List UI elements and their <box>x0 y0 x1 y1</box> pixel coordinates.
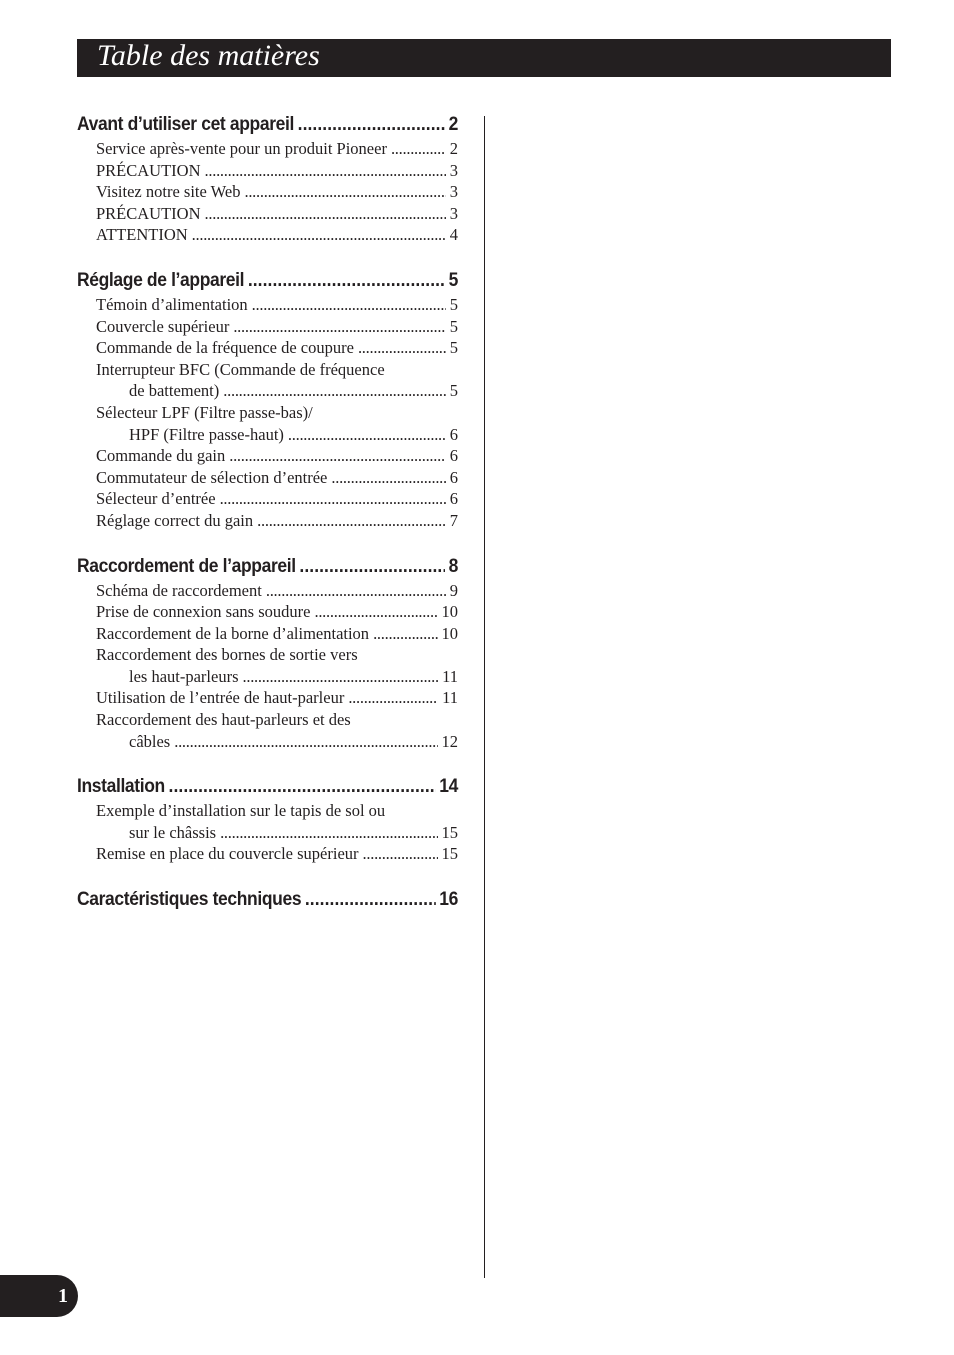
toc-entry-page: 3 <box>449 182 458 202</box>
toc-entry-label: Commande de la fréquence de coupure <box>96 338 354 358</box>
toc-heading-label: Raccordement de l’appareil <box>77 555 296 577</box>
dot-leader <box>266 580 446 602</box>
toc-entry[interactable] <box>77 580 458 602</box>
toc-entry-label: Schéma de raccordement <box>96 580 262 600</box>
toc-entry[interactable] <box>77 601 458 623</box>
toc-entry-label: les haut-parleurs <box>129 666 239 686</box>
toc-entry-page: 15 <box>441 844 458 864</box>
toc-entry-page: 6 <box>449 467 458 487</box>
toc-entry[interactable] <box>77 160 458 182</box>
dot-leader <box>363 843 438 865</box>
toc-entry-label: PRÉCAUTION <box>96 160 201 180</box>
toc-heading[interactable] <box>77 887 458 913</box>
toc-heading-page: 2 <box>448 114 459 135</box>
toc-entry[interactable] <box>77 424 458 446</box>
toc-entry-page: 5 <box>449 316 458 336</box>
toc-entry-first-line[interactable]: Exemple d’installation sur le tapis de sol ou <box>96 801 386 821</box>
toc-entry-label: PRÉCAUTION <box>96 203 201 223</box>
toc-entry-page: 3 <box>449 160 458 180</box>
toc-heading-page: 8 <box>448 555 459 577</box>
toc-entry-first-line[interactable]: Sélecteur LPF (Filtre passe-bas)/ <box>96 402 313 422</box>
dot-leader <box>174 731 437 753</box>
toc-entry-label: sur le châssis <box>129 822 217 842</box>
dot-leader <box>248 268 445 294</box>
toc-section <box>77 268 458 532</box>
toc-section <box>77 887 458 913</box>
toc-entry[interactable] <box>77 316 458 338</box>
dot-leader <box>358 337 446 359</box>
toc-entry-label: câbles <box>129 731 171 751</box>
toc-entry[interactable] <box>77 488 458 510</box>
dot-leader <box>192 224 446 246</box>
dot-leader <box>331 467 445 489</box>
page-number-tab <box>0 1275 78 1317</box>
table-of-contents <box>77 112 458 935</box>
toc-entry-first-line[interactable]: Interrupteur BFC (Commande de fréquence <box>96 359 385 379</box>
toc-entry-first-line[interactable]: Raccordement des haut-parleurs et des <box>96 710 351 730</box>
toc-entry-page: 10 <box>441 623 458 643</box>
dot-leader <box>244 181 445 203</box>
toc-heading[interactable] <box>77 554 458 580</box>
toc-entry-label: ATTENTION <box>96 225 188 245</box>
dot-leader <box>229 445 446 467</box>
dot-leader <box>288 424 446 446</box>
toc-entry[interactable] <box>77 380 458 402</box>
toc-entry[interactable] <box>77 666 458 688</box>
toc-entry-label: Commutateur de sélection d’entrée <box>96 467 328 487</box>
toc-entry-page: 15 <box>441 822 458 842</box>
toc-entry-page: 7 <box>449 510 458 530</box>
toc-heading-page: 16 <box>439 889 459 911</box>
dot-leader <box>391 138 446 160</box>
toc-entry-label: Prise de connexion sans soudure <box>96 602 311 622</box>
toc-entry[interactable] <box>77 467 458 489</box>
dot-leader <box>252 294 446 316</box>
toc-entry-page: 3 <box>449 203 458 223</box>
toc-entry-page: 5 <box>449 294 458 314</box>
toc-heading-label: Caractéristiques techniques <box>77 889 302 911</box>
toc-heading[interactable] <box>77 774 458 800</box>
dot-leader <box>348 687 438 709</box>
toc-section <box>77 112 458 246</box>
toc-entry-page: 5 <box>449 381 458 401</box>
toc-entry[interactable] <box>77 203 458 225</box>
dot-leader <box>220 488 446 510</box>
toc-entry-page: 10 <box>441 602 458 622</box>
toc-entry-label: Réglage correct du gain <box>96 510 254 530</box>
toc-entry-page: 6 <box>449 489 458 509</box>
toc-entry[interactable] <box>77 224 458 246</box>
toc-entry[interactable] <box>77 822 458 844</box>
dot-leader <box>314 601 437 623</box>
toc-heading-page: 5 <box>448 269 459 291</box>
toc-entry-label: Commande du gain <box>96 446 226 466</box>
toc-entry-page: 6 <box>449 446 458 466</box>
toc-entry[interactable] <box>77 843 458 865</box>
toc-entry-label: Visitez notre site Web <box>96 182 241 202</box>
toc-entry-page: 6 <box>449 424 458 444</box>
page-title: Table des matières <box>97 39 320 72</box>
toc-entry[interactable] <box>77 181 458 203</box>
toc-entry-first-line[interactable]: Raccordement des bornes de sortie vers <box>96 645 358 665</box>
dot-leader <box>257 510 446 532</box>
toc-entry-page: 4 <box>449 225 458 245</box>
toc-entry-label: HPF (Filtre passe-haut) <box>129 424 284 444</box>
toc-heading[interactable] <box>77 268 458 294</box>
dot-leader <box>243 666 439 688</box>
toc-heading-label: Réglage de l’appareil <box>77 269 245 291</box>
dot-leader <box>233 316 445 338</box>
dot-leader <box>205 160 446 182</box>
dot-leader <box>299 554 445 580</box>
toc-entry-page: 12 <box>441 731 458 751</box>
toc-entry-page: 2 <box>449 139 458 158</box>
toc-entry-label: Raccordement de la borne d’alimentation <box>96 623 370 643</box>
dot-leader <box>220 822 437 844</box>
toc-entry-label: de battement) <box>129 381 220 401</box>
toc-entry-label: Remise en place du couvercle supérieur <box>96 844 359 864</box>
toc-entry[interactable] <box>77 337 458 359</box>
dot-leader <box>223 380 445 402</box>
toc-heading[interactable] <box>77 112 458 138</box>
toc-section <box>77 774 458 865</box>
toc-entry[interactable] <box>77 294 458 316</box>
toc-entry-label: Service après-vente pour un produit Pioneer <box>96 139 387 158</box>
toc-entry[interactable] <box>77 510 458 532</box>
dot-leader <box>169 774 436 800</box>
toc-entry-page: 9 <box>449 580 458 600</box>
toc-section <box>77 554 458 753</box>
toc-entry[interactable] <box>77 623 458 645</box>
dot-leader <box>298 112 445 138</box>
column-divider <box>484 116 485 1278</box>
toc-entry[interactable] <box>77 445 458 467</box>
toc-entry-label: Sélecteur d’entrée <box>96 489 216 509</box>
toc-entry-page: 11 <box>442 666 458 686</box>
page-number: 1 <box>58 1285 68 1307</box>
toc-entry[interactable] <box>77 687 458 709</box>
toc-entry-label: Témoin d’alimentation <box>96 294 248 314</box>
toc-entry-page: 5 <box>449 338 458 358</box>
toc-heading-label: Installation <box>77 776 165 798</box>
toc-entry-label: Utilisation de l’entrée de haut-parleur <box>96 688 345 708</box>
dot-leader <box>373 623 437 645</box>
toc-entry[interactable] <box>77 138 458 160</box>
dot-leader <box>205 203 446 225</box>
toc-entry-page: 11 <box>442 688 458 708</box>
toc-entry-label: Couvercle supérieur <box>96 316 230 336</box>
toc-entry[interactable] <box>77 731 458 753</box>
toc-heading-page: 14 <box>439 776 459 798</box>
toc-heading-label: Avant d’utiliser cet appareil <box>77 114 294 135</box>
dot-leader <box>305 887 436 913</box>
title-bar <box>77 39 891 77</box>
